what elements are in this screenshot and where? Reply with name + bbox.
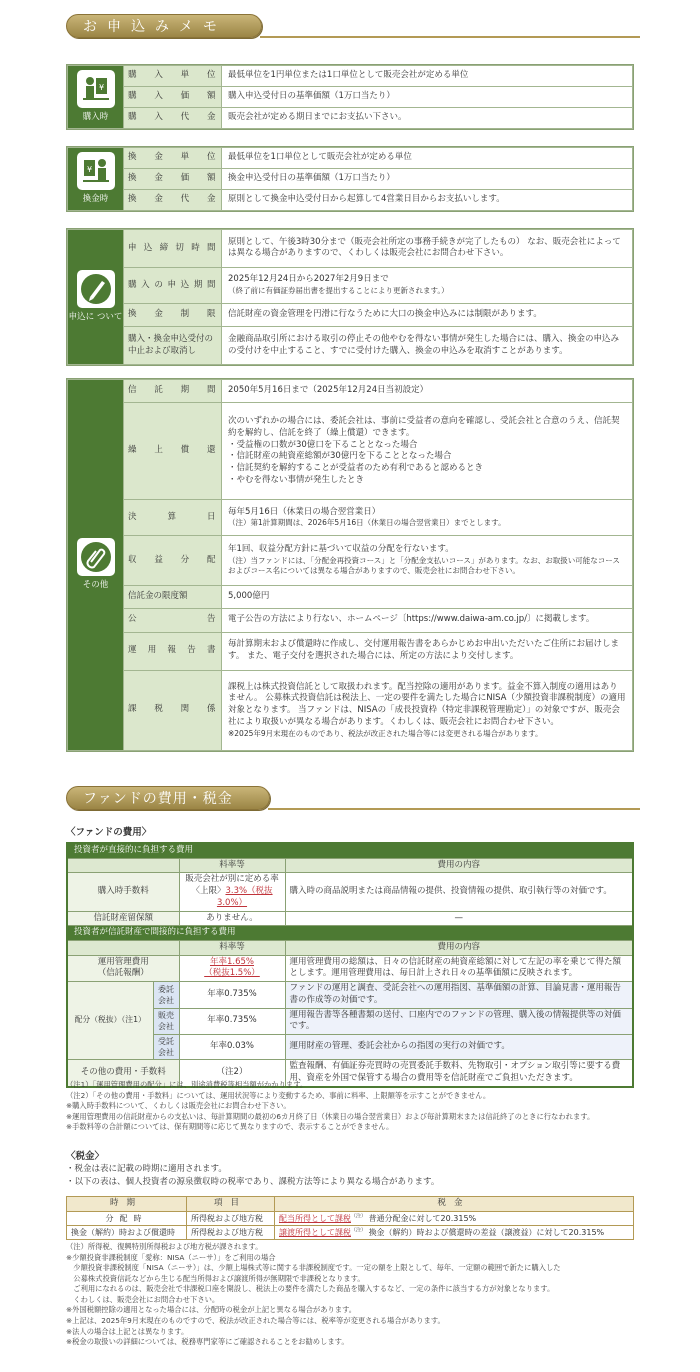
alloc-name: 受託会社 <box>153 1035 179 1060</box>
settle-note: （注）第1計算期間は、2026年5月16日（休業日の場合翌営業日）までとします。 <box>228 518 506 528</box>
fee-note: ※運用管理費用の信託財産からの支払いは、毎計算期間の最初の6カ月終了日（休業日の場合翌営業日）および毎計算期末または信託終了のときに行なわれます。 <box>66 1111 595 1121</box>
tax-desc: 普通分配金に対して20.315% <box>368 1213 477 1223</box>
fee-note: （注1）「運用管理費用の配分」には、別途消費税等相当額がかかります。 <box>66 1080 308 1089</box>
early-bullet: ・やむを得ない事情が発生したとき <box>228 474 365 485</box>
other-fee-content: 監査報酬、有価証券売買時の売買委託手数料、先物取引・オプション取引等に要する費用、資産を外国で保管する場合の費用等を信託財産でご負担いただきます。 <box>285 1060 633 1087</box>
rep-value: 毎計算期末および償還時に作成し、交付運用報告書をあらかじめお申出いただいたご住所にお届けします。 また、電子交付を選択された場合には、所定の方法により交付します。 <box>222 632 633 670</box>
title-rule <box>260 36 640 38</box>
apply-side-label: 申込に ついて <box>68 312 123 323</box>
cancel-label: 購入・換金申込受付の中止および取消し <box>124 327 222 365</box>
pub-label: 公告 <box>124 609 222 632</box>
mgmt-label-1: 運用管理費用 <box>97 956 149 967</box>
row-label: 購入代金 <box>124 108 222 129</box>
fees-subtitle: 〈ファンドの費用〉 <box>66 827 152 838</box>
alloc-name: 販売会社 <box>153 1008 179 1034</box>
settle-value: 毎年5月16日（休業日の場合翌営業日） <box>228 506 381 517</box>
tax-note-mark: （注） <box>351 1227 367 1234</box>
term-label: 信託期間 <box>124 380 222 403</box>
purchase-icon <box>77 70 115 108</box>
redeem-side-label: 換金時 <box>82 194 109 205</box>
row-label: 換金代金 <box>124 190 222 211</box>
tax-bullet-2: ・以下の表は、個人投資者の源泉徴収時の税率であり、課税方法等により異なる場合があります。 <box>66 1177 440 1187</box>
row-value: 販売会社が定める期日までにお支払い下さい。 <box>222 108 633 129</box>
redeem-icon <box>77 152 115 190</box>
tax-notes <box>66 1242 634 1348</box>
col-content: 費用の内容 <box>285 858 633 873</box>
row-value: 最低単位を1円単位または1口単位として販売会社が定める単位 <box>222 66 633 87</box>
pen-icon <box>77 270 115 308</box>
svg-text:¥: ¥ <box>86 165 92 175</box>
col-rate: 料率等 <box>179 941 285 956</box>
redeem-section <box>66 146 634 212</box>
other-section <box>66 378 634 752</box>
max-label: 信託金の限度額 <box>124 585 222 608</box>
alloc-rate: 年率0.735% <box>179 982 285 1008</box>
row-label: 購入単位 <box>124 66 222 87</box>
mgmt-rate-2: （税抜1.5%） <box>204 968 260 979</box>
hold-rate: ありません。 <box>179 911 285 926</box>
other-side-label: その他 <box>82 580 109 591</box>
deadline-value: 原則として、午後3時30分まで（販売会社所定の事務手続きが完了したもの） なお、販売会社によっては異なる場合がありますので、くわしくは販売会社にお問合わせ下さい。 <box>222 230 633 268</box>
limit-value: 信託財産の資金管理を円滑に行なうために大口の換金申込みには制限があります。 <box>222 303 633 326</box>
limit-label: 換金制限 <box>124 303 222 326</box>
buy-fee-label: 購入時手数料 <box>67 873 179 911</box>
tax-footnote: ※外国税額控除の適用となった場合には、分配時の税金が上記と異なる場合があります。 <box>66 1305 357 1315</box>
rep-label: 運用報告書 <box>124 632 222 670</box>
buy-fee-content: 購入時の商品説明または商品情報の提供、投資情報の提供、取引執行等の対価です。 <box>285 873 633 911</box>
early-bullet: ・信託財産の純資産総額が30億円を下ることとなった場合 <box>228 451 452 462</box>
mgmt-label-2: （信託報酬） <box>97 968 149 979</box>
row-value: 換金申込受付日の基準価額（1万口当たり） <box>222 169 633 190</box>
row-label: 換金価額 <box>124 169 222 190</box>
col-content: 費用の内容 <box>285 941 633 956</box>
alloc-label: 配分（税抜）（注1） <box>67 982 153 1060</box>
tax-label: 課税関係 <box>124 670 222 750</box>
indirect-header: 投資者が信託財産で間接的に負担する費用 <box>67 926 633 941</box>
tax-value: 課税上は株式投資信託として取扱われます。配当控除の適用があります。益金不算入制度の適用はありません。 公募株式投資信託は税法上、一定の要件を満たした場合にNISA（少額投資非課税制度）の適用対象となります。 当ファンドは、NISAの「成長投資枠（特定非課税管理勘定）」の対象ですが、販売会社により取扱いが異なる場合があります。くわしくは、販売会社にお問合わせ下さい。 <box>228 681 626 727</box>
buy-rate-1: 販売会社が別に定める率 <box>185 874 279 885</box>
purchase-section <box>66 64 634 130</box>
tax-table <box>66 1196 634 1240</box>
svg-text:¥: ¥ <box>98 83 104 93</box>
tax-kind: 配当所得として課税 <box>279 1213 351 1223</box>
buy-rate-3: 3.3%（税抜3.0%） <box>216 886 273 908</box>
alloc-name: 委託会社 <box>153 982 179 1008</box>
tax-desc: 換金（解約）時および償還時の差益（譲渡益）に対して20.315% <box>368 1227 605 1237</box>
tax-item: 所得税および地方税 <box>187 1225 275 1239</box>
purchase-side-label: 購入時 <box>82 112 109 123</box>
hold-content: — <box>285 911 633 926</box>
other-fee-rate: （注2） <box>179 1060 285 1087</box>
max-value: 5,000億円 <box>222 585 633 608</box>
tax-footnote: ※税金の取扱いの詳細については、税務専門家等にご確認されることをお勧めします。 <box>66 1337 349 1347</box>
paperclip-icon <box>77 538 115 576</box>
term-value: 2050年5月16日まで（2025年12月24日当初設定） <box>222 380 633 403</box>
title-rule <box>268 808 640 810</box>
tax-footnote: 少額投資非課税制度「NISA（ニーサ）」は、少額上場株式等に関する非課税制度です。一定の額を上限として、毎年、一定額の範囲で新たに購入した <box>66 1263 561 1273</box>
section-title-fees: ファンドの費用・税金 <box>66 786 270 810</box>
dist-value: 年1回、収益分配方針に基づいて収益の分配を行ないます。 <box>228 544 454 555</box>
tax-head: 税金 <box>275 1197 634 1212</box>
dist-label: 収益分配 <box>124 536 222 585</box>
alloc-rate: 年率0.735% <box>179 1008 285 1034</box>
fee-notes <box>66 1080 634 1133</box>
period-label: 購入の申込期間 <box>124 267 222 303</box>
dist-note: （注）当ファンドには、「分配金再投資コース」と「分配金支払いコース」があります。なお、お取扱い可能なコースおよびコース名については異なる場合がありますので、販売会社にお問合わせ下さい。 <box>228 556 620 576</box>
row-label: 換金単位 <box>124 148 222 169</box>
tax-footnote: ※上記は、2025年9月末現在のものですので、税法が改正された場合等には、税率等が変更される場合があります。 <box>66 1316 445 1326</box>
alloc-content: ファンドの運用と調査、受託会社への運用指図、基準価額の計算、目論見書・運用報告書の作成等の対価です。 <box>285 982 633 1008</box>
tax-note: ※2025年9月末現在のものであり、税法が改正された場合等には変更される場合があります。 <box>228 728 543 738</box>
early-bullet: ・信託契約を解約することが受益者のため有利であると認めるとき <box>228 462 484 473</box>
tax-bullet-1: ・税金は表に記載の時期に適用されます。 <box>66 1164 227 1174</box>
purchase-side <box>68 66 124 129</box>
deadline-label: 申込締切時間 <box>124 230 222 268</box>
fee-note: ※手数料等の合計額については、保有期間等に応じて異なりますので、表示することができません。 <box>66 1122 394 1132</box>
tax-footnote: 公募株式投資信託などから生じる配当所得および譲渡所得が無期限で非課税となります。 <box>66 1273 365 1283</box>
tax-time: 換金（解約）時および償還時 <box>67 1225 187 1239</box>
tax-footnote: ※少額投資非課税制度「愛称：NISA（ニーサ）」をご利用の場合 <box>66 1252 276 1262</box>
other-fee-label: その他の費用・手数料 <box>67 1060 179 1087</box>
mgmt-rate-1: 年率1.65% <box>209 956 254 967</box>
early-label: 繰上償還 <box>124 403 222 500</box>
row-value: 最低単位を1口単位として販売会社が定める単位 <box>222 148 633 169</box>
tax-head: 時期 <box>67 1197 187 1212</box>
tax-kind: 譲渡所得として課税 <box>279 1227 351 1237</box>
alloc-content: 運用報告書等各種書類の送付、口座内でのファンドの管理、購入後の情報提供等の対価です。 <box>285 1008 633 1034</box>
other-side <box>68 380 124 751</box>
fee-note: （注2）「その他の費用・手数料」については、運用状況等により変動するため、事前に料率、上限額等を示すことができません。 <box>66 1090 491 1100</box>
tax-note-mark: （注） <box>351 1213 367 1220</box>
alloc-content: 運用財産の管理、委託会社からの指図の実行の対価です。 <box>285 1035 633 1060</box>
apply-side <box>68 230 124 365</box>
cancel-value: 金融商品取引所における取引の停止その他やむを得ない事情が発生した場合には、購入、換金の申込みの受付けを中止すること、すでに受付けた購入、換金の申込みを取消すことがあります。 <box>222 327 633 365</box>
period-note: （終了前に有価証券届出書を提出することにより更新されます。） <box>228 286 449 296</box>
hold-label: 信託財産留保額 <box>67 911 179 926</box>
tax-title: 〈税金〉 <box>66 1151 105 1162</box>
tax-footnote: ※法人の場合は上記とは異なります。 <box>66 1326 189 1336</box>
section-title-memo: お申込みメモ <box>66 14 262 38</box>
pub-value: 電子公告の方法により行ない、ホームページ〔https://www.daiwa-am.co.jp/〕に掲載します。 <box>222 609 633 632</box>
fee-table <box>66 842 634 1088</box>
fee-note: ※購入時手数料について、くわしくは販売会社にお問合わせ下さい。 <box>66 1101 291 1111</box>
apply-section <box>66 228 634 366</box>
row-value: 購入申込受付日の基準価額（1万口当たり） <box>222 87 633 108</box>
period-value: 2025年12月24日から2027年2月9日まで <box>228 274 389 285</box>
alloc-rate: 年率0.03% <box>179 1035 285 1060</box>
mgmt-content: 運用管理費用の総額は、日々の信託財産の純資産総額に対して左記の率を乗じて得た額とします。運用管理費用は、毎日計上され日々の基準価額に反映されます。 <box>285 955 633 981</box>
tax-footnote: ご利用になれるのは、販売会社で非課税口座を開設し、税法上の要件を満たした商品を購入するなど、一定の条件に該当する方が対象となります。 <box>66 1284 555 1294</box>
tax-footnote: くわしくは、販売会社にお問合わせ下さい。 <box>66 1294 220 1304</box>
early-value: 次のいずれかの場合には、委託会社は、事前に受益者の意向を確認し、受託会社と合意のうえ、信託契約を解約し、信託を終了（繰上償還）できます。 <box>228 416 620 438</box>
direct-header: 投資者が直接的に負担する費用 <box>67 843 633 858</box>
col-rate: 料率等 <box>179 858 285 873</box>
row-label: 購入価額 <box>124 87 222 108</box>
tax-item: 所得税および地方税 <box>187 1211 275 1225</box>
early-bullet: ・受益権の口数が30億口を下ることとなった場合 <box>228 439 418 450</box>
tax-footnote: （注）所得税、復興特別所得税および地方税が課されます。 <box>66 1242 263 1251</box>
tax-head: 項目 <box>187 1197 275 1212</box>
buy-rate-2: 〈上限〉 <box>191 886 226 897</box>
row-value: 原則として換金申込受付日から起算して4営業日目からお支払いします。 <box>222 190 633 211</box>
settle-label: 決算日 <box>124 500 222 536</box>
redeem-side <box>68 148 124 211</box>
tax-time: 分配時 <box>67 1211 187 1225</box>
